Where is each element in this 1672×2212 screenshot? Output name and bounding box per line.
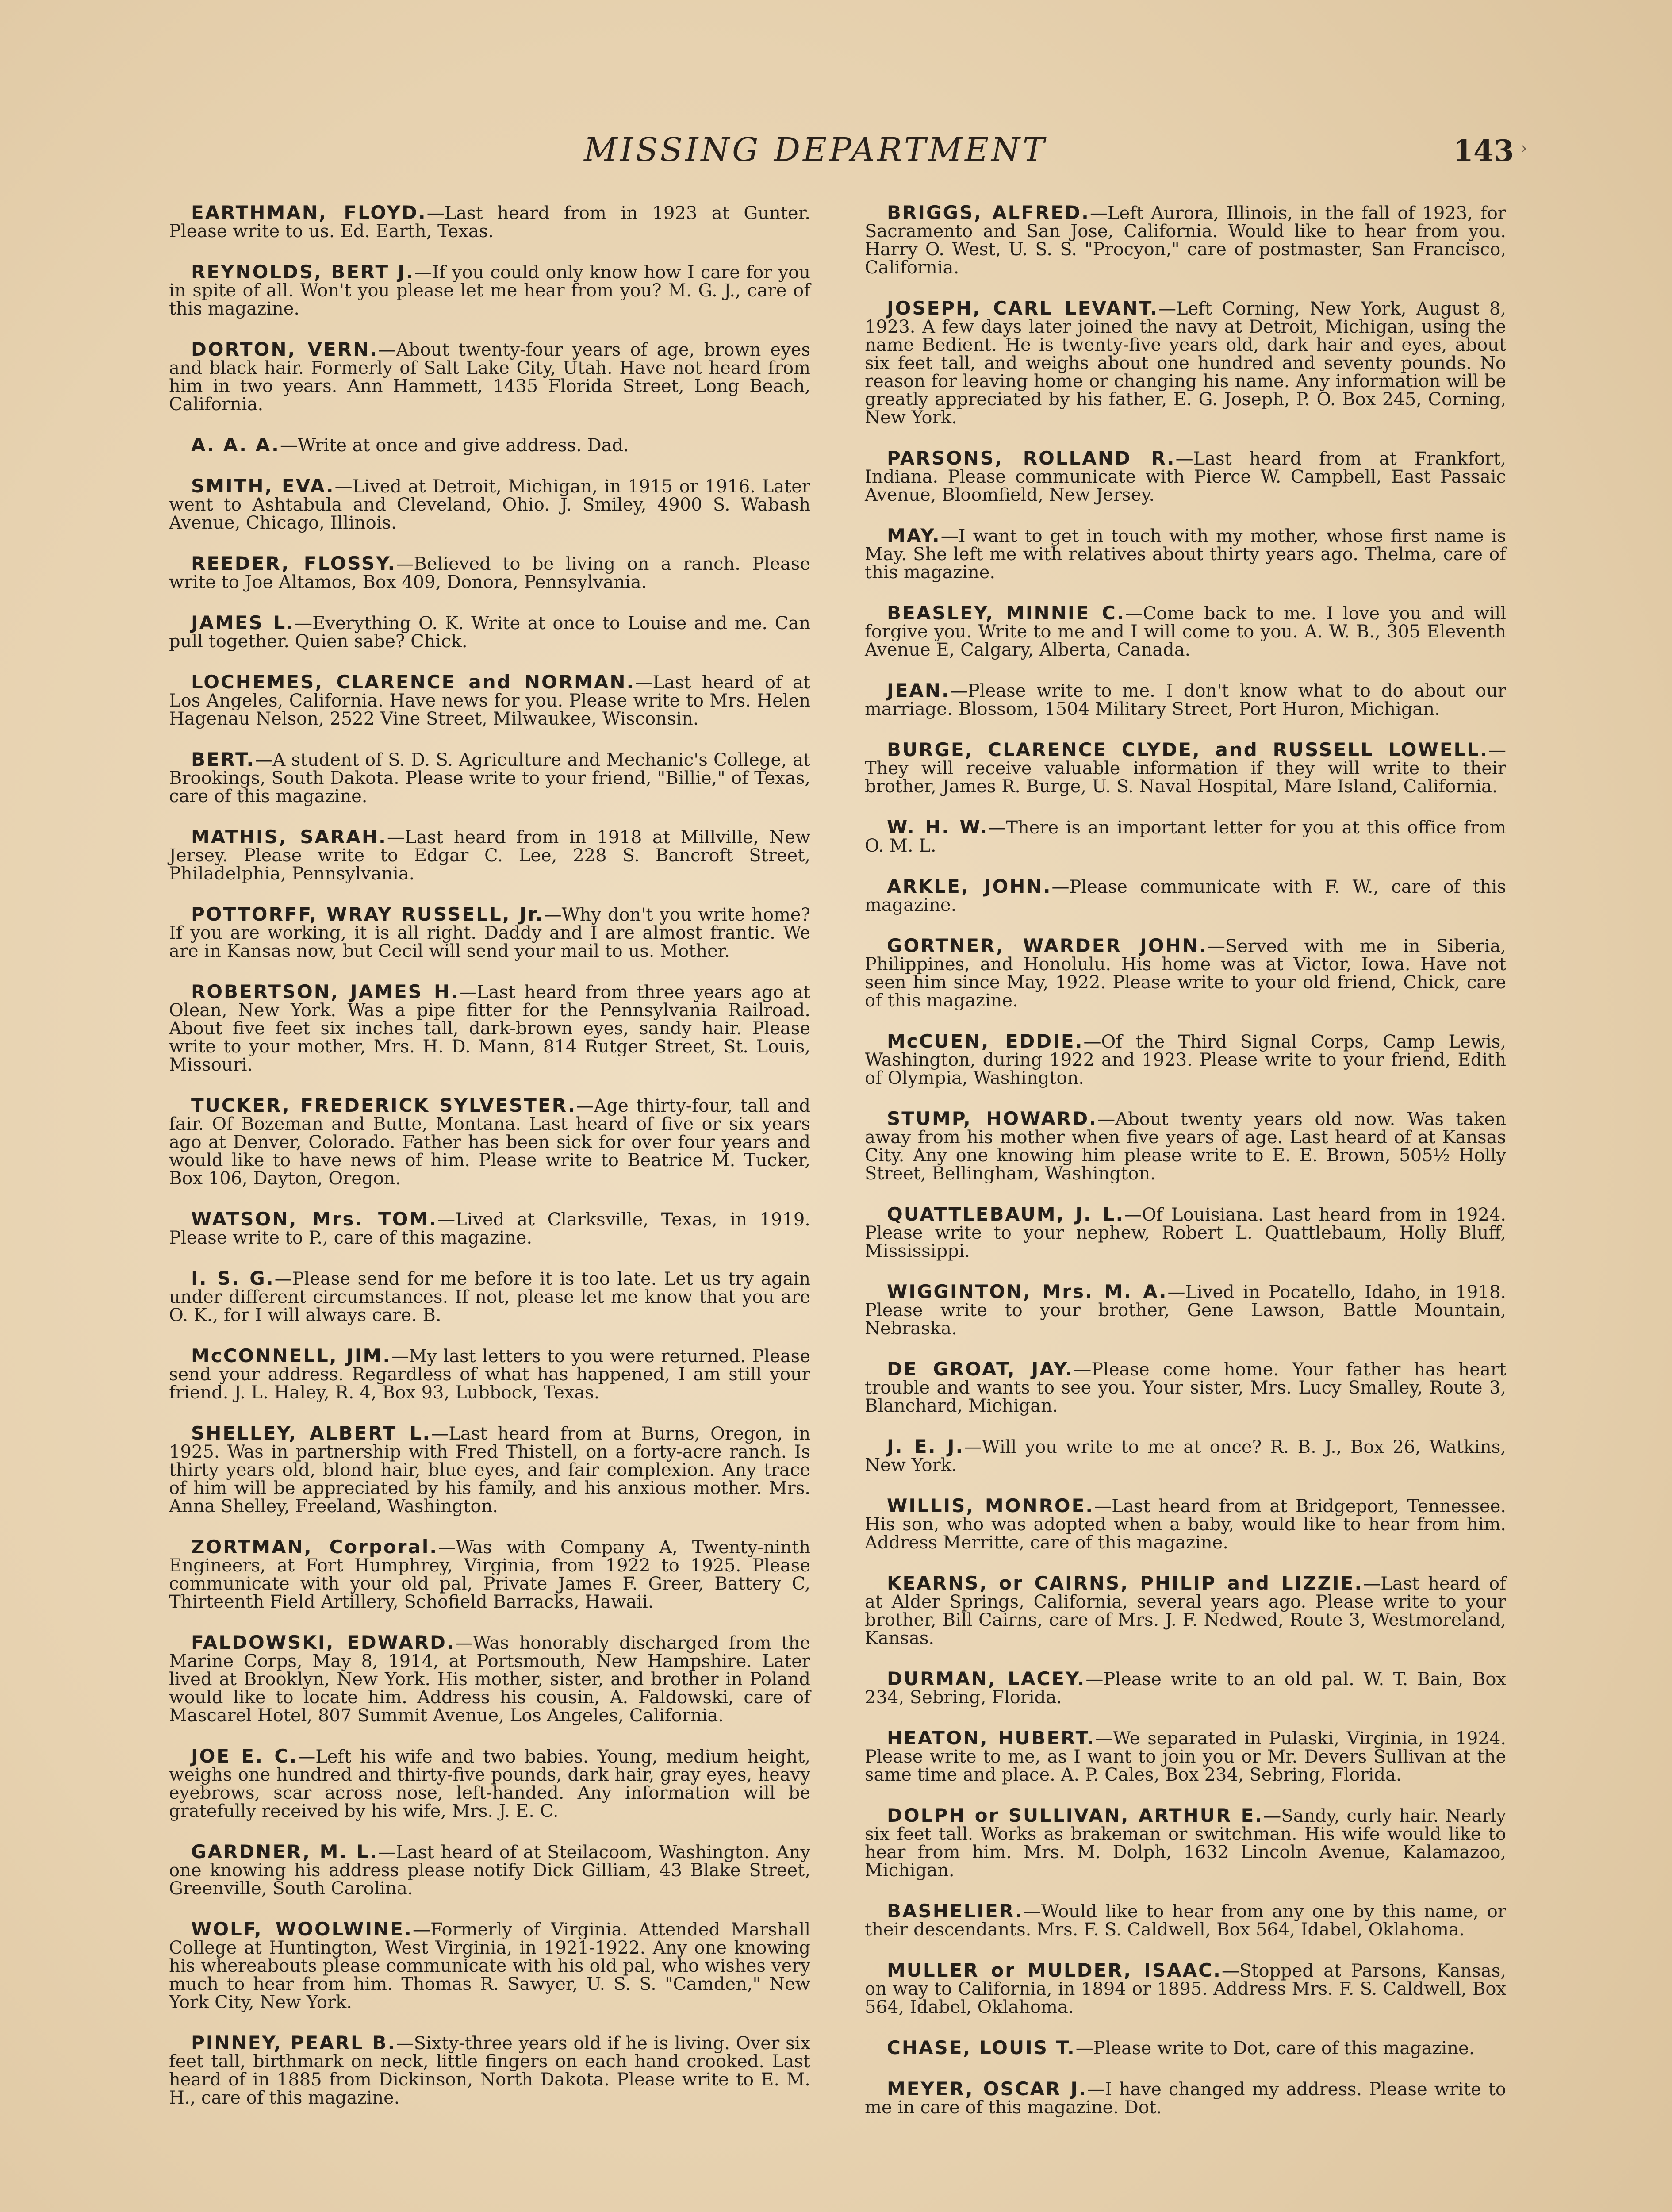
listing-text: —About twenty years old now. Was taken away from his mother when five years of age. Last heard of at Kansas City. Any one knowing him please write to E. E. Brown, 505½ Holly Street, Bellingham, Washington. <box>865 1109 1506 1184</box>
listing-name: McCUEN, EDDIE. <box>887 1030 1084 1052</box>
listing-name: CHASE, LOUIS T. <box>887 2037 1076 2058</box>
listing-entry <box>169 1347 810 1402</box>
listing-text: —Please write to an old pal. W. T. Bain, Box 234, Sebring, Florida. <box>865 1669 1506 1708</box>
listing-text: —Left his wife and two babies. Young, medium height, weighs one hundred and thirty-five pounds, dark hair, gray eyes, heavy eyebrows, scar across nose, left-handed. Any information will be gratefully received by his wife, Mrs. J. E. C. <box>169 1747 810 1821</box>
listing-name: I. S. G. <box>191 1267 275 1289</box>
listing-entry <box>169 1920 810 2012</box>
listing-name: BEASLEY, MINNIE C. <box>887 602 1125 624</box>
listing-entry <box>169 436 810 455</box>
listing-entry <box>865 1205 1506 1260</box>
listing-text: —Last heard from in 1918 at Millville, New Jersey. Please write to Edgar C. Lee, 228 S. Bancroft Street, Philadelphia, Pennsylvania. <box>169 827 811 884</box>
listing-text: —If you could only know how I care for you in spite of all. Won't you please let me hear from you? M. G. J., care of this magazine. <box>169 262 810 319</box>
listing-name: BURGE, CLARENCE CLYDE, and RUSSELL LOWELL. <box>887 739 1488 760</box>
left-column <box>169 204 810 2129</box>
listing-text: —We separated in Pulaski, Virginia, in 1924. Please write to me, as I want to join you or Mr. Devers Sullivan at the same time and place. A. P. Cales, Box 234, Sebring, Florida. <box>865 1728 1506 1785</box>
listing-name: ZORTMAN, Corporal. <box>191 1536 438 1558</box>
listing-entry <box>169 750 810 806</box>
listing-name: MEYER, OSCAR J. <box>887 2078 1087 2100</box>
listing-entry <box>169 1538 810 1611</box>
listing-entry <box>865 1497 1506 1552</box>
listing-text: —About twenty-four years of age, brown eyes and black hair. Formerly of Salt Lake City, Utah. Have not heard from him in two years. Ann Hammett, 1435 Florida Street, Long Beach, California. <box>169 340 810 415</box>
listing-text: —Was honorably discharged from the Marine Corps, May 8, 1914, at Portsmouth, New Hampshire. Later lived at Brooklyn, New York. His mother, sister, and brother in Poland would like to locate him. Address his cousin, A. Faldowski, care of Mascarel Hotel, 807 Summit Avenue, Los Angeles, California. <box>169 1633 810 1726</box>
page-title: MISSING DEPARTMENT <box>584 131 1047 169</box>
listing-name: SHELLEY, ALBERT L. <box>191 1422 431 1444</box>
listing-name: BERT. <box>191 749 255 770</box>
listing-entry <box>865 1032 1506 1087</box>
listing-entry <box>169 554 810 591</box>
listing-entry <box>169 1269 810 1325</box>
listing-entry <box>865 1110 1506 1183</box>
listing-name: WILLIS, MONROE. <box>887 1495 1094 1517</box>
listing-text: —Lived at Clarksville, Texas, in 1919. Please write to P., care of this magazine. <box>169 1210 810 1248</box>
listing-entry <box>169 1424 810 1516</box>
listing-name: DOLPH or SULLIVAN, ARTHUR E. <box>887 1805 1264 1826</box>
listing-entry <box>169 1096 810 1188</box>
listing-text: —Write at once and give address. Dad. <box>280 435 629 456</box>
listing-text: —Last heard of at Los Angeles, California. Have news for you. Please write to Mrs. Helen Hagenau Nelson, 2522 Vine Street, Milwaukee, Wisconsin. <box>169 672 810 729</box>
listing-entry <box>865 1283 1506 1338</box>
listing-entry <box>865 1961 1506 2016</box>
listing-entry <box>865 1806 1506 1880</box>
listing-name: JAMES L. <box>191 612 295 634</box>
listing-text: —Last heard from at Burns, Oregon, in 1925. Was in partnership with Fred Thistell, on a forty-acre ranch. Is thirty years old, blond hair, blue eyes, and fair complexion. Any trace of him will be appreciated by his family, and his anxious mother. Mrs. Anna Shelley, Freeland, Washington. <box>169 1424 810 1517</box>
listing-entry <box>865 1902 1506 1939</box>
page-corner-mark: › <box>1520 138 1527 158</box>
listing-name: STUMP, HOWARD. <box>887 1108 1098 1129</box>
listing-name: A. A. A. <box>191 434 280 456</box>
listing-name: REEDER, FLOSSY. <box>191 553 396 574</box>
listing-text: —Last heard from in 1923 at Gunter. Please write to us. Ed. Earth, Texas. <box>169 203 811 242</box>
listing-text: —Last heard from three years ago at Olean, New York. Was a pipe fitter for the Pennsylvania Railroad. About five feet six inches tall, dark-brown eyes, sandy hair. Please write to your mother, Mrs. H. D. Mann, 814 Rutger Street, St. Louis, Missouri. <box>169 982 810 1075</box>
listing-text: —Last heard of at Steilacoom, Washington. Any one knowing his address please notify Dick Gilliam, 43 Blake Street, Greenville, South Carolina. <box>169 1842 810 1899</box>
listing-name: ARKLE, JOHN. <box>887 876 1052 897</box>
listing-name: GORTNER, WARDER JOHN. <box>887 935 1208 956</box>
listing-entry <box>169 1633 810 1725</box>
listing-entry <box>169 204 810 241</box>
listing-name: MATHIS, SARAH. <box>191 826 387 848</box>
listing-entry <box>169 263 810 318</box>
listing-name: J. E. J. <box>887 1436 964 1457</box>
listing-entry <box>865 526 1506 582</box>
listing-entry <box>865 818 1506 855</box>
listing-entry <box>169 1747 810 1820</box>
listing-name: QUATTLEBAUM, J. L. <box>887 1203 1124 1225</box>
listing-entry <box>865 1360 1506 1415</box>
listing-entry <box>169 2034 810 2107</box>
listing-name: McCONNELL, JIM. <box>191 1345 391 1367</box>
listing-entry <box>865 1437 1506 1475</box>
listing-name: HEATON, HUBERT. <box>887 1727 1095 1749</box>
listing-name: PINNEY, PEARL B. <box>191 2032 396 2054</box>
listing-text: —Last heard of at Alder Springs, California, several years ago. Please write to your brother, Bill Cairns, care of Mrs. J. F. Nedwed, Route 3, Westmoreland, Kansas. <box>865 1574 1506 1648</box>
listing-entry <box>865 299 1506 427</box>
page-number: 143 <box>1453 134 1514 168</box>
listing-name: KEARNS, or CAIRNS, PHILIP and LIZZIE. <box>887 1572 1363 1594</box>
listing-text: —A student of S. D. S. Agriculture and Mechanic's College, at Brookings, South Dakota. Please write to your friend, "Billie," of Texas, care of this magazine. <box>169 750 810 806</box>
listing-text: —Please write to Dot, care of this magazine. <box>1075 2038 1475 2058</box>
listing-name: TUCKER, FREDERICK SYLVESTER. <box>191 1094 576 1116</box>
listing-name: JEAN. <box>887 680 950 701</box>
listing-text: —Please come home. Your father has heart trouble and wants to see you. Your sister, Mrs. Lucy Smalley, Route 3, Blanchard, Michigan. <box>865 1359 1507 1416</box>
listing-text: —Everything O. K. Write at once to Louise and me. Can pull together. Quien sabe? Chick. <box>169 613 810 652</box>
listing-name: REYNOLDS, BERT J. <box>191 261 414 283</box>
right-column <box>865 204 1506 2139</box>
listing-entry <box>169 828 810 883</box>
listing-text: —Age thirty-four, tall and fair. Of Bozeman and Butte, Montana. Last heard of five or six years ago at Denver, Colorado. Father has been sick for over four years and would like to have news of him. Please write to Beatrice M. Tucker, Box 106, Dayton, Oregon. <box>169 1096 811 1189</box>
listing-name: BRIGGS, ALFRED. <box>887 202 1090 223</box>
listing-entry <box>169 673 810 728</box>
listing-name: PARSONS, ROLLAND R. <box>887 447 1176 469</box>
listing-entry <box>865 449 1506 504</box>
listing-entry <box>865 1670 1506 1707</box>
listing-text: —Sixty-three years old if he is living. Over six feet tall, birthmark on neck, little fingers on each hand crooked. Last heard of in 1885 from Dickinson, North Dakota. Please write to E. M. H., care of this magazine. <box>169 2033 811 2108</box>
listing-text: —Please communicate with F. W., care of this magazine. <box>865 877 1506 915</box>
listing-entry <box>169 1843 810 1898</box>
listing-name: MAY. <box>887 525 941 546</box>
listing-entry <box>865 604 1506 659</box>
listing-entry <box>865 681 1506 718</box>
listing-name: DORTON, VERN. <box>191 338 379 360</box>
listing-text: —My last letters to you were returned. Please send your address. Regardless of what has happened, I am still your friend. J. L. Haley, R. 4, Box 93, Lubbock, Texas. <box>169 1346 810 1403</box>
listing-text: —Why don't you write home? If you are working, it is all right. Daddy and I are almost frantic. We are in Kansas now, but Cecil will send your mail to us. Mother. <box>169 905 810 961</box>
listing-text: —Will you write to me at once? R. B. J., Box 26, Watkins, New York. <box>865 1437 1506 1475</box>
listing-text: —Left Aurora, Illinois, in the fall of 1923, for Sacramento and San Jose, California. Would like to hear from you. Harry O. West, U. S. S. "Procyon," care of postmaster, San Francisco, California. <box>865 203 1507 278</box>
listing-name: JOSEPH, CARL LEVANT. <box>887 297 1159 319</box>
listing-name: JOE E. C. <box>191 1745 298 1767</box>
listing-name: EARTHMAN, FLOYD. <box>191 202 427 223</box>
listing-entry <box>169 1210 810 1247</box>
listing-entry <box>865 2039 1506 2058</box>
listing-text: —There is an important letter for you at this office from O. M. L. <box>865 818 1506 856</box>
listing-text: —Was with Company A, Twenty-ninth Engineers, at Fort Humphrey, Virginia, from 1922 to 1925. Please communicate with your old pal, Private James F. Greer, Battery C, Thirteenth Field Artillery, Schofield Barracks, Hawaii. <box>169 1537 810 1612</box>
listing-name: BASHELIER. <box>887 1900 1024 1922</box>
listing-text: —Please write to me. I don't know what to do about our marriage. Blossom, 1504 Military Street, Port Huron, Michigan. <box>865 681 1506 719</box>
listing-text: —Left Corning, New York, August 8, 1923. A few days later joined the navy at Detroit, Michigan, using the name Bedient. He is twenty-five years old, dark hair and eyes, about six feet tall, and weighs about one hundred and seventy pounds. No reason for leaving home or changing his name. Any information will be greatly appreciated by his father, E. G. Joseph, P. O. Box 245, Corning, New York. <box>865 299 1506 428</box>
listing-entry <box>865 741 1506 796</box>
listing-text: —Last heard from at Frankfort, Indiana. Please communicate with Pierce W. Campbell, East Passaic Avenue, Bloomfield, New Jersey. <box>865 449 1506 505</box>
listing-name: FALDOWSKI, EDWARD. <box>191 1632 455 1653</box>
listing-text: —Come back to me. I love you and will forgive you. Write to me and I will come to you. A. W. B., 305 Eleventh Avenue E, Calgary, Alberta, Canada. <box>865 603 1507 660</box>
listing-name: GARDNER, M. L. <box>191 1841 378 1863</box>
listing-name: DE GROAT, JAY. <box>887 1358 1074 1380</box>
listing-entry <box>169 905 810 960</box>
listing-text: —Lived at Detroit, Michigan, in 1915 or 1916. Later went to Ashtabula and Cleveland, Ohio. J. Smiley, 4900 S. Wabash Avenue, Chicago, Illinois. <box>169 476 810 533</box>
listing-name: LOCHEMES, CLARENCE and NORMAN. <box>191 671 635 693</box>
listing-text: —Last heard from at Bridgeport, Tennessee. His son, who was adopted when a baby, would like to hear from him. Address Merritte, care of this magazine. <box>865 1496 1506 1553</box>
listing-text: —Lived in Pocatello, Idaho, in 1918. Please write to your brother, Gene Lawson, Battle Mountain, Nebraska. <box>865 1282 1506 1339</box>
listing-text: —Of the Third Signal Corps, Camp Lewis, Washington, during 1922 and 1923. Please write to your friend, Edith of Olympia, Washington. <box>865 1032 1506 1088</box>
listing-name: ROBERTSON, JAMES H. <box>191 981 460 1002</box>
listing-entry <box>865 1574 1506 1647</box>
listing-text: —Believed to be living on a ranch. Please write to Joe Altamos, Box 409, Donora, Pennsylvania. <box>169 554 810 592</box>
listing-text: —They will receive valuable information if they will write to their brother, James R. Burge, U. S. Naval Hospital, Mare Island, California. <box>865 740 1506 797</box>
listing-text: —Would like to hear from any one by this name, or their descendants. Mrs. F. S. Caldwell, Box 564, Idabel, Oklahoma. <box>865 1901 1506 1940</box>
listing-text: —Formerly of Virginia. Attended Marshall College at Huntington, West Virginia, in 1921-1922. Any one knowing his whereabouts please communicate with his old pal, who wishes very much to hear from him. Thomas R. Sawyer, U. S. S. "Camden," New York City, New York. <box>169 1920 810 2012</box>
listing-entry <box>169 340 810 414</box>
listing-name: POTTORFF, WRAY RUSSELL, Jr. <box>191 903 544 925</box>
listing-text: —I have changed my address. Please write to me in care of this magazine. Dot. <box>865 2079 1506 2118</box>
listing-entry <box>169 614 810 651</box>
listing-entry <box>169 983 810 1074</box>
listing-entry <box>865 2080 1506 2117</box>
listing-entry <box>169 477 810 532</box>
listing-name: SMITH, EVA. <box>191 475 335 497</box>
listing-entry <box>865 1729 1506 1784</box>
listing-entry <box>865 937 1506 1010</box>
listing-name: WOLF, WOOLWINE. <box>191 1918 413 1940</box>
listing-text: —Sandy, curly hair. Nearly six feet tall. Works as brakeman or switchman. His wife would like to hear from him. Mrs. M. Dolph, 1632 Lincoln Avenue, Kalamazoo, Michigan. <box>865 1806 1506 1881</box>
listing-text: —Served with me in Siberia, Philippines, and Honolulu. His home was at Victor, Iowa. Have not seen him since May, 1922. Please write to your old friend, Chick, care of this magazine. <box>865 936 1506 1011</box>
listing-text: —Of Louisiana. Last heard from in 1924. Please write to your nephew, Robert L. Quattlebaum, Holly Bluff, Mississippi. <box>865 1205 1506 1261</box>
listing-text: —Please send for me before it is too late. Let us try again under different circumstances. If not, please let me know that you are O. K., for I will always care. B. <box>169 1269 810 1325</box>
listing-entry <box>865 204 1506 277</box>
listing-name: DURMAN, LACEY. <box>887 1668 1086 1690</box>
listing-text: —I want to get in touch with my mother, whose first name is May. She left me with relatives about thirty years ago. Thelma, care of this magazine. <box>865 526 1506 583</box>
listing-entry <box>865 877 1506 914</box>
listing-name: WIGGINTON, Mrs. M. A. <box>887 1281 1168 1302</box>
listing-text: —Stopped at Parsons, Kansas, on way to California, in 1894 or 1895. Address Mrs. F. S. Caldwell, Box 564, Idabel, Oklahoma. <box>865 1961 1506 2017</box>
listing-name: W. H. W. <box>887 816 989 838</box>
listing-name: WATSON, Mrs. TOM. <box>191 1208 438 1230</box>
listing-name: MULLER or MULDER, ISAAC. <box>887 1959 1222 1981</box>
